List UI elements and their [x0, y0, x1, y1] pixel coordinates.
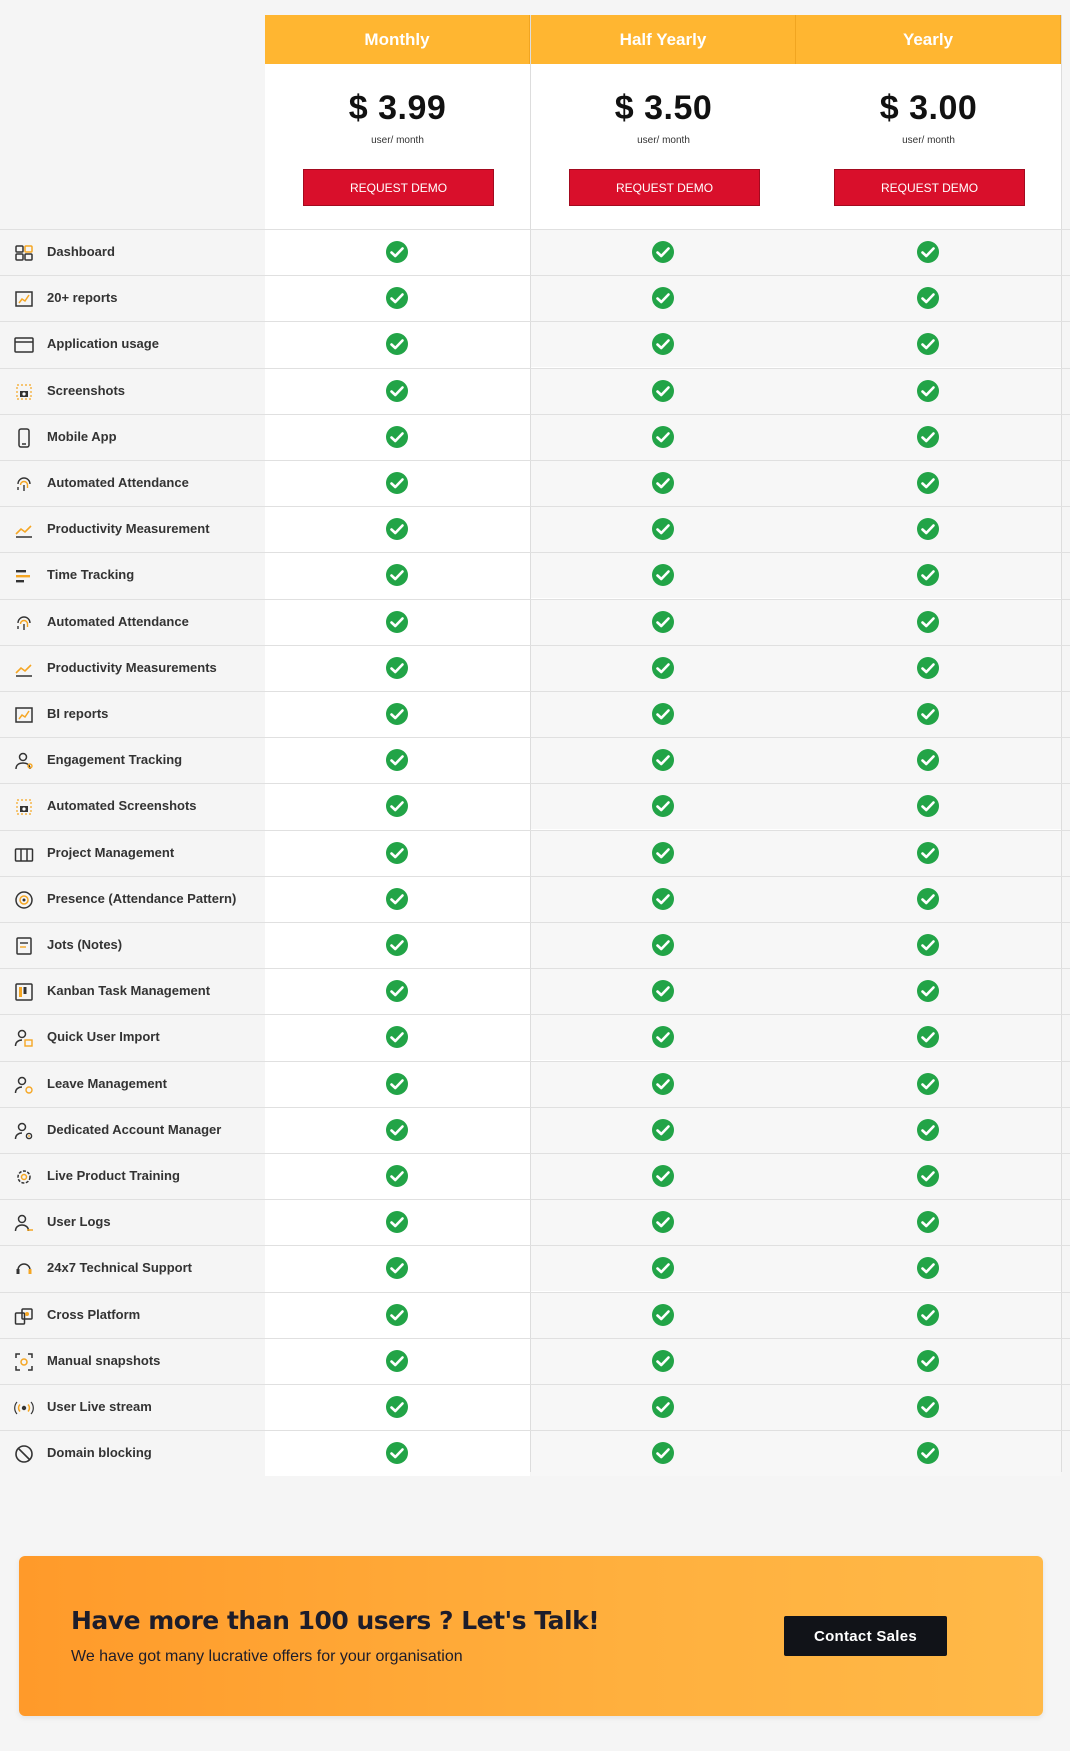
feature-label-cell — [0, 230, 262, 275]
check-circle-icon — [385, 656, 409, 680]
feature-check-cell — [265, 507, 530, 552]
feature-check-cell — [265, 969, 530, 1014]
feature-label-cell — [0, 1015, 262, 1060]
plan-unit: user/ month — [902, 135, 955, 146]
feature-label-cell — [0, 1431, 262, 1476]
feature-check-cell — [265, 230, 530, 275]
feature-label-cell — [0, 692, 262, 737]
feature-check-cell — [796, 646, 1061, 691]
plan-header: Yearly — [796, 15, 1061, 64]
check-circle-icon — [916, 1349, 940, 1373]
feature-name: Automated Attendance — [47, 613, 189, 629]
check-circle-icon — [385, 1072, 409, 1096]
browser-window-icon — [13, 334, 35, 356]
reports-chart-icon — [13, 288, 35, 310]
check-circle-icon — [916, 425, 940, 449]
check-circle-icon — [916, 1395, 940, 1419]
feature-label-cell — [0, 1154, 262, 1199]
check-circle-icon — [385, 1303, 409, 1327]
feature-name: Domain blocking — [47, 1445, 152, 1461]
check-circle-icon — [651, 1256, 675, 1280]
plan-header: Half Yearly — [531, 15, 796, 64]
feature-name: Engagement Tracking — [47, 752, 183, 768]
feature-check-cell — [265, 738, 530, 783]
check-circle-icon — [385, 1210, 409, 1234]
feature-check-cell — [265, 877, 530, 922]
dashboard-icon — [13, 242, 35, 264]
feature-check-cell — [531, 461, 796, 506]
feature-row — [0, 1014, 1070, 1060]
feature-check-cell — [796, 600, 1061, 645]
feature-check-cell — [531, 969, 796, 1014]
feature-label-cell — [0, 507, 262, 552]
feature-label-cell — [0, 969, 262, 1014]
feature-check-cell — [796, 1015, 1061, 1060]
feature-check-cell — [531, 1431, 796, 1476]
feature-check-cell — [796, 553, 1061, 598]
check-circle-icon — [651, 286, 675, 310]
feature-name: BI reports — [47, 706, 109, 721]
check-circle-icon — [385, 1395, 409, 1419]
feature-label-cell — [0, 1062, 262, 1107]
check-circle-icon — [916, 979, 940, 1003]
notes-icon — [13, 935, 35, 957]
presence-target-icon — [13, 889, 35, 911]
feature-row — [0, 1245, 1070, 1291]
feature-check-cell — [796, 1108, 1061, 1153]
check-circle-icon — [916, 286, 940, 310]
feature-check-cell — [531, 553, 796, 598]
feature-check-cell — [796, 738, 1061, 783]
feature-name: Manual snapshots — [47, 1352, 161, 1368]
block-icon — [13, 1443, 35, 1465]
check-circle-icon — [651, 563, 675, 587]
feature-name: User Live stream — [47, 1399, 152, 1414]
feature-name: Project Management — [47, 844, 175, 860]
feature-check-cell — [796, 877, 1061, 922]
feature-check-cell — [796, 969, 1061, 1014]
feature-row — [0, 737, 1070, 783]
feature-name: Automated Attendance — [47, 475, 189, 490]
feature-check-cell — [265, 831, 530, 876]
check-circle-icon — [916, 1118, 940, 1142]
plan-header: Monthly — [265, 15, 530, 64]
briefcase-icon — [13, 843, 35, 865]
feature-check-cell — [531, 692, 796, 737]
feature-row — [0, 691, 1070, 737]
feature-label-cell — [0, 553, 262, 598]
feature-check-cell — [265, 784, 530, 829]
feature-row — [0, 321, 1070, 367]
feature-check-cell — [531, 1246, 796, 1291]
check-circle-icon — [916, 1256, 940, 1280]
check-circle-icon — [651, 1349, 675, 1373]
feature-label-cell — [0, 322, 262, 367]
fingerprint-icon — [13, 612, 35, 634]
feature-label-cell — [0, 1246, 262, 1291]
feature-check-cell — [265, 553, 530, 598]
feature-check-cell — [265, 415, 530, 460]
feature-check-cell — [796, 784, 1061, 829]
feature-row — [0, 876, 1070, 922]
feature-check-cell — [531, 877, 796, 922]
feature-check-cell — [265, 322, 530, 367]
check-circle-icon — [385, 425, 409, 449]
feature-name: Mobile App — [47, 428, 117, 444]
feature-check-cell — [531, 831, 796, 876]
check-circle-icon — [385, 1118, 409, 1142]
feature-check-cell — [531, 923, 796, 968]
feature-label-cell — [0, 461, 262, 506]
check-circle-icon — [916, 794, 940, 818]
feature-row — [0, 460, 1070, 506]
feature-name: Jots (Notes) — [47, 937, 123, 952]
check-circle-icon — [385, 240, 409, 264]
feature-name: Kanban Task Management — [47, 983, 211, 999]
feature-check-cell — [796, 692, 1061, 737]
feature-check-cell — [796, 507, 1061, 552]
feature-row — [0, 1338, 1070, 1384]
feature-name: Time Tracking — [47, 567, 135, 583]
check-circle-icon — [651, 471, 675, 495]
feature-label-cell — [0, 877, 262, 922]
request-demo-button[interactable]: REQUEST DEMO — [569, 169, 760, 206]
check-circle-icon — [651, 1164, 675, 1188]
check-circle-icon — [916, 841, 940, 865]
feature-check-cell — [531, 322, 796, 367]
feature-name: Productivity Measurement — [47, 521, 210, 537]
cross-platform-icon — [13, 1305, 35, 1327]
feature-label-cell — [0, 831, 262, 876]
feature-check-cell — [531, 1108, 796, 1153]
feature-check-cell — [531, 1154, 796, 1199]
check-circle-icon — [916, 332, 940, 356]
check-circle-icon — [385, 563, 409, 587]
check-circle-icon — [651, 1441, 675, 1465]
feature-name: Quick User Import — [47, 1029, 160, 1045]
feature-check-cell — [265, 646, 530, 691]
feature-check-cell — [531, 738, 796, 783]
feature-label-cell — [0, 1385, 262, 1430]
check-circle-icon — [385, 332, 409, 356]
feature-label-cell — [0, 369, 262, 414]
check-circle-icon — [385, 610, 409, 634]
feature-label-cell — [0, 600, 262, 645]
check-circle-icon — [385, 1441, 409, 1465]
feature-label-cell — [0, 738, 262, 783]
check-circle-icon — [651, 656, 675, 680]
feature-check-cell — [531, 1339, 796, 1384]
feature-label-cell — [0, 415, 262, 460]
user-engagement-icon — [13, 750, 35, 772]
time-bars-icon — [13, 565, 35, 587]
check-circle-icon — [651, 702, 675, 726]
check-circle-icon — [916, 656, 940, 680]
check-circle-icon — [916, 933, 940, 957]
check-circle-icon — [651, 748, 675, 772]
check-circle-icon — [651, 1303, 675, 1327]
feature-check-cell — [796, 1431, 1061, 1476]
check-circle-icon — [651, 1210, 675, 1234]
check-circle-icon — [385, 841, 409, 865]
feature-check-cell — [265, 923, 530, 968]
feature-name: Cross Platform — [47, 1306, 141, 1322]
check-circle-icon — [916, 517, 940, 541]
feature-name: Leave Management — [47, 1075, 167, 1091]
feature-check-cell — [265, 461, 530, 506]
training-gear-icon — [13, 1166, 35, 1188]
feature-name: Productivity Measurements — [47, 659, 217, 675]
feature-name: 20+ reports — [47, 290, 118, 306]
feature-label-cell — [0, 1293, 262, 1338]
check-circle-icon — [651, 425, 675, 449]
feature-check-cell — [531, 1385, 796, 1430]
check-circle-icon — [385, 979, 409, 1003]
user-logs-icon — [13, 1212, 35, 1234]
request-demo-button[interactable]: REQUEST DEMO — [834, 169, 1025, 206]
check-circle-icon — [916, 240, 940, 264]
check-circle-icon — [916, 1210, 940, 1234]
feature-check-cell — [531, 276, 796, 321]
feature-check-cell — [796, 1339, 1061, 1384]
feature-check-cell — [796, 322, 1061, 367]
feature-check-cell — [796, 1062, 1061, 1107]
check-circle-icon — [651, 933, 675, 957]
feature-row — [0, 1384, 1070, 1430]
check-circle-icon — [385, 1256, 409, 1280]
feature-row — [0, 229, 1070, 275]
check-circle-icon — [385, 702, 409, 726]
feature-check-cell — [796, 276, 1061, 321]
plan-price: $ 3.99 — [348, 89, 447, 127]
check-circle-icon — [651, 1025, 675, 1049]
plan-price: $ 3.50 — [614, 89, 713, 127]
feature-row — [0, 783, 1070, 829]
feature-check-cell — [265, 1293, 530, 1338]
feature-check-cell — [265, 1200, 530, 1245]
feature-name: User Logs — [47, 1214, 111, 1230]
feature-name: Live Product Training — [47, 1168, 180, 1183]
screenshot-camera-icon — [13, 381, 35, 403]
check-circle-icon — [385, 286, 409, 310]
check-circle-icon — [651, 379, 675, 403]
check-circle-icon — [385, 471, 409, 495]
feature-name: Application usage — [47, 336, 159, 352]
trend-up-icon — [13, 658, 35, 680]
check-circle-icon — [651, 1118, 675, 1142]
feature-check-cell — [796, 369, 1061, 414]
feature-check-cell — [796, 831, 1061, 876]
feature-row — [0, 830, 1070, 876]
check-circle-icon — [651, 979, 675, 1003]
trend-up-icon — [13, 519, 35, 541]
feature-check-cell — [265, 692, 530, 737]
user-leave-icon — [13, 1074, 35, 1096]
check-circle-icon — [385, 748, 409, 772]
feature-label-cell — [0, 1339, 262, 1384]
check-circle-icon — [385, 887, 409, 911]
request-demo-button[interactable]: REQUEST DEMO — [303, 169, 494, 206]
feature-label-cell — [0, 646, 262, 691]
check-circle-icon — [916, 1303, 940, 1327]
check-circle-icon — [385, 379, 409, 403]
plan-price: $ 3.00 — [879, 89, 978, 127]
cta-banner — [19, 1556, 1043, 1716]
feature-check-cell — [796, 1246, 1061, 1291]
feature-check-cell — [265, 369, 530, 414]
feature-check-cell — [796, 461, 1061, 506]
screenshot-camera-icon — [13, 796, 35, 818]
feature-check-cell — [531, 784, 796, 829]
check-circle-icon — [916, 1441, 940, 1465]
plan-unit: user/ month — [371, 135, 424, 146]
feature-row — [0, 1107, 1070, 1153]
feature-name: Dedicated Account Manager — [47, 1121, 222, 1137]
feature-row — [0, 506, 1070, 552]
feature-row — [0, 414, 1070, 460]
feature-check-cell — [796, 1200, 1061, 1245]
feature-row — [0, 922, 1070, 968]
feature-check-cell — [265, 1108, 530, 1153]
feature-check-cell — [531, 230, 796, 275]
feature-check-cell — [265, 1154, 530, 1199]
feature-label-cell — [0, 1200, 262, 1245]
feature-name: Automated Screenshots — [47, 798, 197, 814]
check-circle-icon — [916, 1164, 940, 1188]
feature-check-cell — [531, 1293, 796, 1338]
feature-row — [0, 1061, 1070, 1107]
feature-check-cell — [265, 1246, 530, 1291]
check-circle-icon — [651, 1395, 675, 1419]
reports-chart-icon — [13, 704, 35, 726]
feature-row — [0, 599, 1070, 645]
check-circle-icon — [385, 517, 409, 541]
feature-label-cell — [0, 276, 262, 321]
check-circle-icon — [916, 379, 940, 403]
feature-check-cell — [796, 1293, 1061, 1338]
check-circle-icon — [651, 610, 675, 634]
feature-name: Presence (Attendance Pattern) — [47, 890, 237, 906]
feature-check-cell — [796, 1385, 1061, 1430]
check-circle-icon — [916, 887, 940, 911]
check-circle-icon — [916, 471, 940, 495]
feature-check-cell — [531, 1015, 796, 1060]
feature-check-cell — [265, 1015, 530, 1060]
check-circle-icon — [385, 933, 409, 957]
feature-check-cell — [531, 600, 796, 645]
feature-check-cell — [265, 276, 530, 321]
feature-label-cell — [0, 1108, 262, 1153]
live-stream-icon — [13, 1397, 35, 1419]
feature-check-cell — [531, 646, 796, 691]
cta-title: Have more than 100 users ? Let's Talk! — [71, 1606, 600, 1635]
feature-check-cell — [796, 415, 1061, 460]
support-headset-icon — [13, 1258, 35, 1280]
feature-row — [0, 968, 1070, 1014]
check-circle-icon — [385, 1349, 409, 1373]
feature-label-cell — [0, 923, 262, 968]
feature-check-cell — [531, 1200, 796, 1245]
feature-row — [0, 368, 1070, 414]
feature-check-cell — [531, 369, 796, 414]
snapshot-frame-icon — [13, 1351, 35, 1373]
feature-check-cell — [796, 923, 1061, 968]
check-circle-icon — [916, 563, 940, 587]
feature-row — [0, 645, 1070, 691]
check-circle-icon — [651, 240, 675, 264]
feature-check-cell — [265, 1385, 530, 1430]
feature-row — [0, 1430, 1070, 1476]
feature-check-cell — [796, 1154, 1061, 1199]
user-import-icon — [13, 1027, 35, 1049]
check-circle-icon — [916, 1072, 940, 1096]
account-manager-icon — [13, 1120, 35, 1142]
feature-row — [0, 275, 1070, 321]
check-circle-icon — [651, 1072, 675, 1096]
kanban-icon — [13, 981, 35, 1003]
feature-row — [0, 1153, 1070, 1199]
feature-name: Screenshots — [47, 382, 126, 398]
check-circle-icon — [651, 841, 675, 865]
feature-check-cell — [265, 1339, 530, 1384]
check-circle-icon — [385, 1025, 409, 1049]
feature-check-cell — [531, 507, 796, 552]
check-circle-icon — [385, 794, 409, 818]
feature-check-cell — [796, 230, 1061, 275]
feature-check-cell — [265, 600, 530, 645]
feature-name: Dashboard — [47, 244, 115, 259]
check-circle-icon — [916, 610, 940, 634]
fingerprint-icon — [13, 473, 35, 495]
check-circle-icon — [916, 702, 940, 726]
feature-row — [0, 1199, 1070, 1245]
feature-check-cell — [265, 1431, 530, 1476]
check-circle-icon — [651, 887, 675, 911]
check-circle-icon — [651, 332, 675, 356]
check-circle-icon — [651, 517, 675, 541]
check-circle-icon — [916, 748, 940, 772]
cta-subtitle: We have got many lucrative offers for your organisation — [71, 1648, 463, 1665]
feature-check-cell — [531, 415, 796, 460]
feature-row — [0, 552, 1070, 598]
mobile-phone-icon — [13, 427, 35, 449]
check-circle-icon — [651, 794, 675, 818]
contact-sales-button[interactable]: Contact Sales — [784, 1616, 947, 1656]
plan-unit: user/ month — [637, 135, 690, 146]
feature-check-cell — [531, 1062, 796, 1107]
feature-name: 24x7 Technical Support — [47, 1260, 192, 1276]
feature-label-cell — [0, 784, 262, 829]
feature-row — [0, 1292, 1070, 1338]
check-circle-icon — [916, 1025, 940, 1049]
check-circle-icon — [385, 1164, 409, 1188]
feature-check-cell — [265, 1062, 530, 1107]
